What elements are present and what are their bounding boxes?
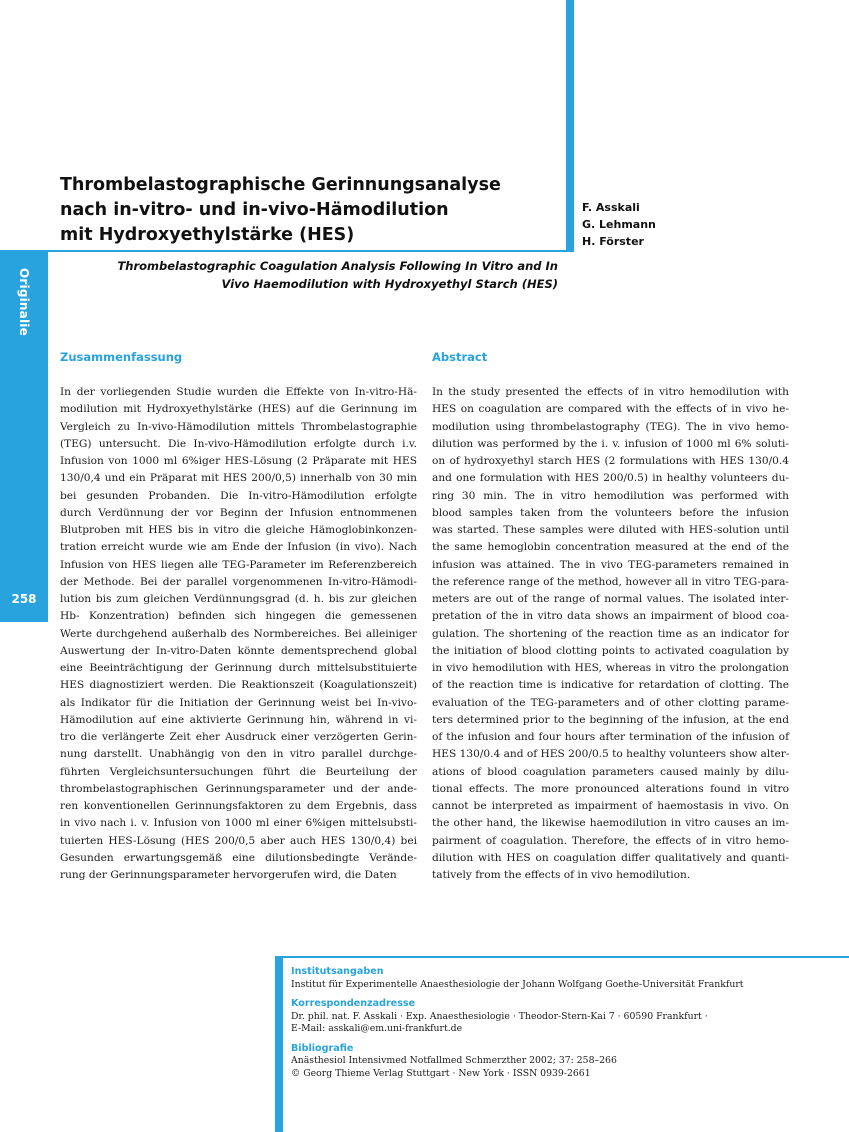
author-list: [582, 199, 656, 250]
text-line: was started. These samples were diluted with HES-solution until: [432, 524, 789, 536]
text-line: Blutproben mit HES bis in vitro die gleiche Hämoglobinkonzen-: [60, 524, 417, 536]
zusammenfassung-body: [60, 384, 417, 884]
author: G. Lehmann: [582, 218, 656, 231]
english-title: [88, 257, 558, 293]
text-line: HES on coagulation are compared with the effects of in vivo he-: [432, 403, 789, 416]
text-line: ring 30 min. The in vitro hemodilution was performed with: [432, 489, 789, 502]
text-line: lution bis zum gleichen Verdünnungsgrad (d. h. bis zur gleichen: [60, 593, 417, 605]
text-line: in vivo nach i. v. Infusion von 1000 ml einer 6%igen mittelsubsti-: [60, 817, 417, 830]
text-line: gulation. The shortening of the reaction time as an indicator for: [432, 627, 789, 640]
bibliografie-heading: Bibliografie: [291, 1042, 354, 1054]
text-line: pairment of coagulation. Therefore, the effects of in vitro hemo-: [432, 834, 789, 847]
text-line: blood samples taken from the volunteers before the infusion: [432, 506, 789, 519]
text-line: 130/0,4 und ein Präparat mit HES 200/0,5) innerhalb von 30 min: [60, 472, 417, 485]
text-line: thrombelastographischen Gerinnungsparameter und der ande-: [60, 782, 417, 795]
text-line: tro die verlängerte Zeit eher Ausdruck einer verzögerten Gerin-: [60, 731, 417, 743]
korrespondenz-block: [291, 998, 841, 1036]
text-line: Hb- Konzentration) befinden sich hingegen die gemessenen: [60, 610, 417, 623]
bibliografie-line: © Georg Thieme Verlag Stuttgart · New York · ISSN 0939-2661: [291, 1067, 591, 1079]
text-line: HES diagnostiziert werden. Die Reaktionszeit (Koagulationszeit): [60, 679, 417, 692]
author: H. Förster: [582, 235, 644, 248]
text-line: the initiation of blood clotting points to activated coagulation by: [432, 644, 789, 657]
text-line: tration erreicht wurde wie am Ende der Infusion (in vivo). Nach: [60, 541, 417, 554]
text-line: infusion was attained. The in vivo TEG-parameters remained in: [432, 558, 789, 571]
text-line: tional effects. The more pronounced alterations found in vitro: [432, 782, 789, 795]
text-line: durch Verdünnung der vor Beginn der Infusion entnommenen: [60, 506, 417, 519]
korrespondenz-heading: Korrespondenzadresse: [291, 998, 416, 1009]
text-line: In the study presented the effects of in vitro hemodilution with: [432, 386, 789, 398]
page-number: 258: [11, 592, 37, 606]
text-line: Hämodilution auf eine aktivierte Gerinnung hin, während in vi-: [60, 713, 417, 726]
text-line: Infusion von HES liegen alle TEG-Parameter im Referenzbereich: [60, 558, 417, 571]
institut-text: Institut für Experimentelle Anaesthesiologie der Johann Wolfgang Goethe-Universität Frankfurt: [291, 978, 744, 990]
header-rule: [0, 250, 566, 252]
info-rule: [275, 956, 849, 958]
institut-block: [291, 966, 841, 991]
text-line: modilution mit Hydroxyethylstärke (HES) auf die Gerinnung im: [60, 403, 417, 416]
text-line: cannot be interpreted as impairment of haemostasis in vivo. On: [432, 800, 789, 812]
text-line: modilution using thrombelastography (TEG). The in vivo hemo-: [432, 420, 789, 433]
title-line: mit Hydroxyethylstärke (HES): [60, 225, 355, 245]
text-line: führten Vergleichsuntersuchungen führt die Beurteilung der: [60, 765, 417, 778]
english-title-line: Thrombelastographic Coagulation Analysis Following In Vitro and In: [117, 259, 558, 273]
text-line: Vergleich zu In-vivo-Hämodilution mittels Thrombelastographie: [60, 420, 417, 433]
author: F. Asskali: [582, 201, 640, 214]
text-line: on of hydroxyethyl starch HES (2 formulations with HES 130/0.4: [432, 455, 789, 467]
side-label-text: Originalie: [17, 268, 31, 336]
text-line: the reference range of the method, however all in vitro TEG-para-: [432, 575, 789, 588]
text-line: the same hemoglobin concentration measured at the end of the: [432, 541, 789, 554]
text-line: of the reaction time is indicative for retardation of clotting. The: [432, 679, 789, 692]
text-line: evaluation of the TEG-parameters and of other clotting parame-: [432, 696, 789, 709]
text-line: pretation of the in vitro data shows an impairment of blood coa-: [432, 610, 789, 623]
institut-heading: Institutsangaben: [291, 966, 384, 977]
bibliografie-line: Anästhesiol Intensivmed Notfallmed Schmerzther 2002; 37: 258–266: [291, 1055, 617, 1066]
text-line: der Methode. Bei der parallel vorgenommenen In-vitro-Hämodi-: [60, 575, 417, 588]
text-line: dilution was performed by the i. v. infusion of 1000 ml 6% soluti-: [432, 437, 789, 450]
abstract-body: [432, 384, 789, 884]
text-line: dilution with HES on coagulation differ qualitatively and quanti-: [432, 851, 789, 864]
text-line: Auswertung der In-vitro-Daten könnte dementsprechend global: [60, 644, 417, 657]
text-line: als Indikator für die Initiation der Gerinnung weist bei In-vivo-: [60, 696, 417, 709]
text-line: bei gesunden Probanden. Die In-vitro-Hämodilution erfolgte: [60, 489, 417, 502]
korrespondenz-line: Dr. phil. nat. F. Asskali · Exp. Anaesthesiologie · Theodor-Stern-Kai 7 · 60590 Frankfurt ·: [291, 1010, 708, 1022]
text-line: Werte durchgehend außerhalb des Normbereiches. Bei alleiniger: [60, 627, 417, 640]
english-title-line: Vivo Haemodilution with Hydroxyethyl Starch (HES): [221, 277, 558, 291]
article-info-box: [291, 966, 841, 1087]
korrespondenz-email: E-Mail: asskali@em.uni-frankfurt.de: [291, 1023, 463, 1034]
text-line: and one formulation with HES 200/0.5) in healthy volunteers du-: [432, 472, 789, 485]
side-label: [0, 252, 48, 352]
title-line: Thrombelastographische Gerinnungsanalyse: [60, 175, 501, 195]
text-line: rung der Gerinnungsparameter hervorgerufen wird, die Daten: [60, 869, 397, 881]
text-line: ations of blood coagulation parameters caused mainly by dilu-: [432, 765, 789, 778]
text-line: ren konventionellen Gerinnungsfaktoren zu dem Ergebnis, dass: [60, 800, 417, 812]
text-line: of the infusion and four hours after termination of the infusion of: [432, 731, 789, 743]
header-vertical-bar: [566, 0, 574, 252]
text-line: nung darstellt. Unabhängig von den in vitro parallel durchge-: [60, 748, 417, 761]
text-line: meters are out of the range of normal values. The isolated inter-: [432, 593, 789, 605]
text-line: Infusion von 1000 ml 6%iger HES-Lösung (2 Präparate mit HES: [60, 455, 417, 467]
text-line: In der vorliegenden Studie wurden die Effekte von In-vitro-Hä-: [60, 386, 417, 398]
zusammenfassung-heading: Zusammenfassung: [60, 350, 183, 364]
text-line: tatively from the effects of in vivo hemodilution.: [432, 869, 691, 881]
bibliografie-block: [291, 1043, 841, 1081]
text-line: Gesunden erwartungsgemäß eine dilutionsbedingte Verände-: [60, 851, 417, 864]
text-line: ters determined prior to the beginning of the infusion, at the end: [432, 713, 789, 726]
text-line: (TEG) untersucht. Die In-vivo-Hämodilution erfolgte durch i.v.: [60, 437, 417, 450]
abstract-heading: Abstract: [432, 350, 488, 364]
info-vertical-bar: [275, 956, 283, 1132]
title-line: nach in-vitro- und in-vivo-Hämodilution: [60, 200, 449, 220]
text-line: tuierten HES-Lösung (HES 200/0,5 aber auch HES 130/0,4) bei: [60, 834, 417, 847]
text-line: eine Beeinträchtigung der Gerinnung durch mittelsubstituierte: [60, 662, 417, 674]
text-line: HES 130/0.4 and of HES 200/0.5 to healthy volunteers show alter-: [432, 748, 790, 761]
text-line: in vivo hemodilution with HES, whereas in vitro the prolongation: [432, 662, 789, 674]
article-title: [60, 173, 560, 248]
text-line: the other hand, the likewise haemodilution in vitro causes an im-: [432, 817, 789, 830]
